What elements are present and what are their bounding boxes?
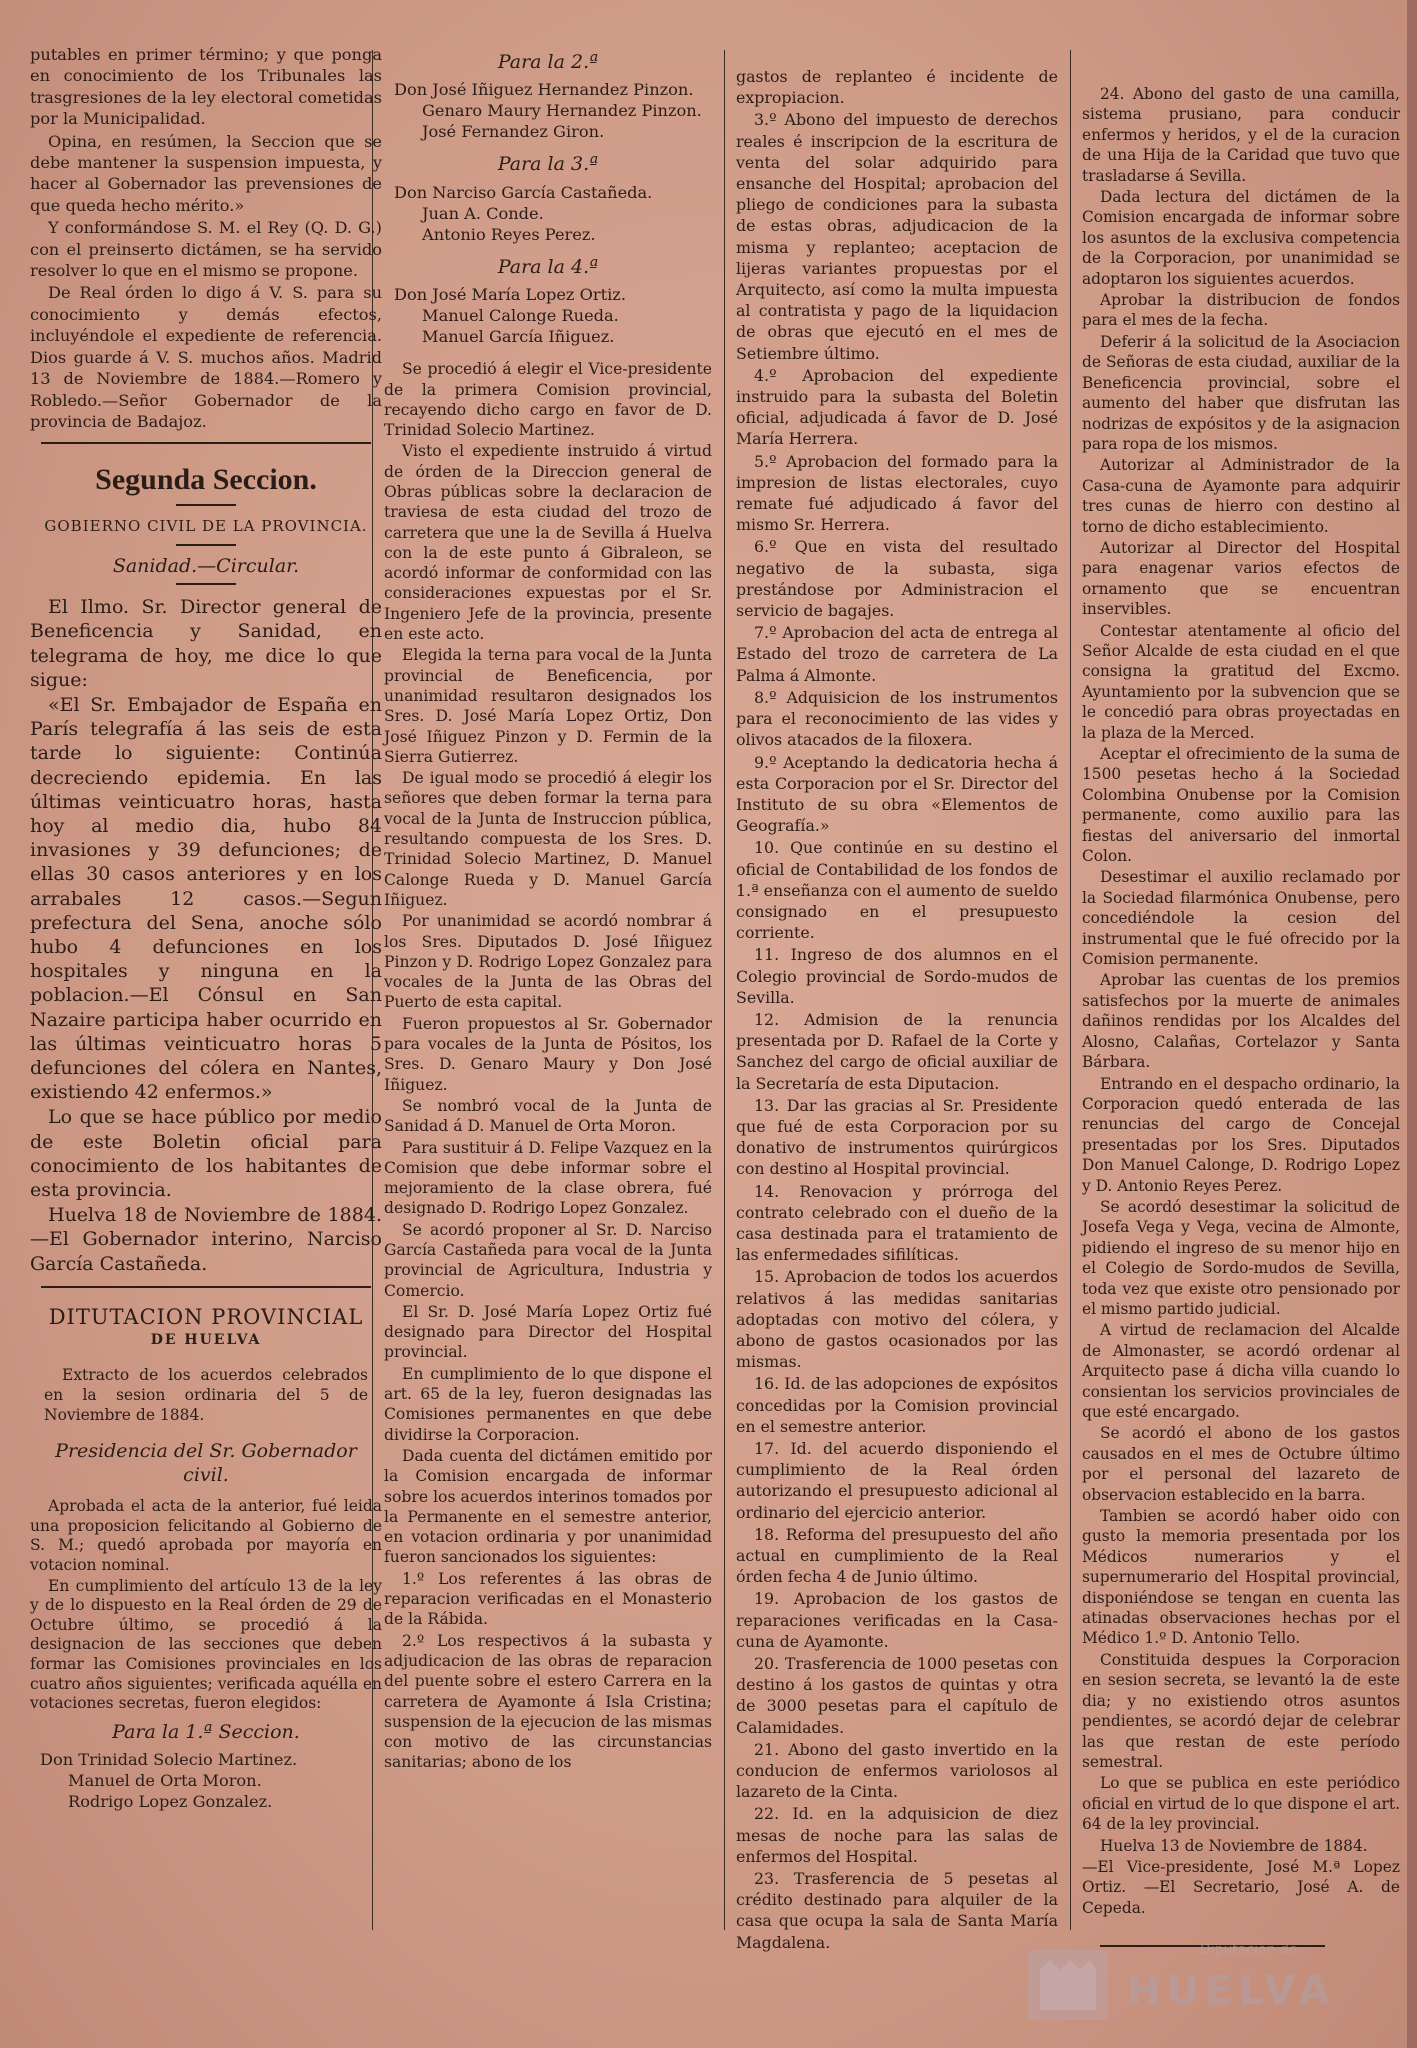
- paragraph: Aprobada el acta de la anterior, fué leida una proposicion felicitando al Gobierno de S. M.; quedó aprobada por mayoría en votacion nominal.: [30, 1497, 382, 1574]
- paragraph: Deferir á la solicitud de la Asociacion de Señoras de esta ciudad, auxiliar de la Beneficencia provincial, sobre el aumento del haber que disfrutan las nodrizas de expósitos y de la asignacion para ropa de los mismos.: [1082, 332, 1400, 453]
- name-line: Don José María Lopez Ortiz.: [394, 285, 626, 305]
- paragraph: 8.º Adquisicion de los instrumentos para el reconocimiento de las vides y olivos atacados de la filoxera.: [736, 687, 1058, 750]
- para-3-heading: Para la 3.ª: [497, 153, 599, 176]
- paragraph: Aprobar las cuentas de los premios satisfechos por la muerte de animales dañinos rendidas por los Alcaldes del Alosno, Calañas, Cortelazor y Santa Bárbara.: [1082, 971, 1400, 1072]
- divider: [176, 504, 236, 506]
- watermark-tower-icon: [1040, 1960, 1096, 2010]
- gobierno-heading: GOBIERNO CIVIL DE LA PROVINCIA.: [44, 517, 368, 536]
- paragraph: 7.º Aprobacion del acta de entrega al Estado del trozo de carretera de La Palma á Almonte.: [736, 623, 1058, 685]
- page-edge: [1407, 0, 1417, 2048]
- paragraph: «El Sr. Embajador de España en París telegrafía á las seis de esta tarde lo siguiente: Continúa decreciendo epidemia. En las últimas veinticuatro horas, hasta hoy al medio dia, hubo 84 invasiones y 39 defunciones; de ellas 30 casos anteriores y en los arrabales 12 casos.—Segun prefectura del Sena, anoche sólo hubo 4 defunciones en los hospitales y ninguna en la poblacion.—El Cónsul en San Nazaire participa haber ocurrido en las últimas veinticuatro horas 5 defunciones del cólera en Nantes, existiendo 42 enfermos.»: [30, 693, 382, 1104]
- name-line: Manuel García Iñiguez.: [422, 327, 615, 347]
- para-4-heading: Para la 4.ª: [497, 255, 599, 278]
- paragraph: A virtud de reclamacion del Alcalde de Almonaster, se acordó ordenar al Arquitecto pase á dicha villa cuando lo consientan los servicios provinciales de que esté encargado.: [1082, 1321, 1400, 1421]
- presidencia-heading: Presidencia del Sr. Gobernador civil.: [55, 1440, 357, 1487]
- name-line: Rodrigo Lopez Gonzalez.: [68, 1792, 273, 1812]
- paragraph: 11. Ingreso de dos alumnos en el Colegio provincial de Sordo-mudos de Sevilla.: [736, 945, 1058, 1007]
- paragraph: 1.º Los referentes á las obras de reparacion verificadas en el Monasterio de la Rábida.: [384, 1569, 712, 1629]
- paragraph: El Sr. D. José María Lopez Ortiz fué designado para Director del Hospital provincial.: [384, 1302, 712, 1362]
- paragraph: 21. Abono del gasto invertido en la conducion de enfermos variolosos al lazareto de la Cinta.: [736, 1739, 1058, 1802]
- paragraph: Fueron propuestos al Sr. Gobernador para vocales de la Junta de Pósitos, los Sres. D. Genaro Maury y Don José Iñiguez.: [384, 1014, 712, 1094]
- watermark-text: HUELVA: [1127, 1968, 1336, 2014]
- name-line: Juan A. Conde.: [422, 203, 544, 223]
- paragraph: 6.º Que en vista del resultado negativo de la subasta, siga prestándose por Administracion el servicio de bagajes.: [736, 537, 1058, 621]
- paragraph: Lo que se publica en este periódico oficial en virtud de lo que dispone el art. 64 de la ley provincial.: [1082, 1774, 1400, 1834]
- signature: —El Vice-presidente, José M.ª Lopez Ortiz. —El Secretario, José A. de Cepeda.: [1082, 1857, 1400, 1917]
- paragraph: 2.º Los respectivos á la subasta y adjudicacion de las obras de reparacion del puente sobre el estero Carrera en la carretera de Ayamonte á Isla Cristina; suspension de la ejecucion de las mismas con motivo de las circunstancias sanitarias; abono de los: [384, 1631, 712, 1772]
- paragraph: Desestimar el auxilio reclamado por la Sociedad filarmónica Onubense, pero concediéndole la cesion del instrumental que le fué ofrecido por la Comision permanente.: [1082, 868, 1400, 969]
- divider: [41, 442, 371, 444]
- column-3: [736, 66, 1058, 1954]
- paragraph: Contestar atentamente al oficio del Señor Alcalde de esta ciudad en el que consigna la gratitud del Excmo. Ayuntamiento por la subvencion que se le concedió para obras proyectadas en la plaza de la Merced.: [1082, 621, 1400, 742]
- paragraph: 4.º Aprobacion del expediente instruido para la subasta del Boletin oficial, adjudicada á favor de D. José María Herrera.: [736, 365, 1058, 449]
- paragraph: Visto el expediente instruido á virtud de órden de la Direccion general de Obras públicas sobre la declaracion de traviesa de esta ciudad del trozo de carretera que une la de Sevilla á Huelva con la de este punto á Gibraleon, se acordó informar de conformidad con las consideraciones expuestas por el Sr. Ingeniero Jefe de la provincia, presente en este acto.: [384, 442, 712, 644]
- name-line: Don Narciso García Castañeda.: [394, 182, 653, 202]
- name-line: Antonio Reyes Perez.: [422, 224, 596, 244]
- paragraph: Se procedió á elegir el Vice-presidente de la primera Comision provincial, recayendo dicho cargo en favor de D. Trinidad Solecio Martinez.: [384, 360, 712, 440]
- section-title: Segunda Seccion.: [95, 463, 317, 497]
- paragraph: Lo que se hace público por medio de este Boletin oficial para conocimiento de los habitantes de esta provincia.: [30, 1106, 382, 1201]
- paragraph: Elegida la terna para vocal de la Junta provincial de Beneficencia, por unanimidad resultaron designados los Sres. D. José María Lopez Ortiz, Don José Iñiguez Pinzon y D. Fermin de la Sierra Gutierrez.: [384, 646, 712, 766]
- sanidad-heading: Sanidad.—Circular.: [112, 554, 300, 577]
- name-line: Manuel Calonge Rueda.: [422, 306, 619, 326]
- paragraph: Huelva 18 de Noviembre de 1884.—El Gobernador interino, Narciso García Castañeda.: [30, 1204, 382, 1275]
- name-line: Don José Iñiguez Hernandez Pinzon.: [394, 80, 694, 100]
- paragraph: Aceptar el ofrecimiento de la suma de 1500 pesetas hecho á la Sociedad Colombina Onubense por la Comision permanente, como auxilio para las fiestas del aniversario del inmortal Colon.: [1082, 745, 1400, 866]
- divider: [176, 544, 236, 546]
- paragraph: 10. Que continúe en su destino el oficial de Contabilidad de los fondos de 1.ª enseñanza con el aumento de sueldo consignado en el presupuesto corriente.: [736, 838, 1058, 943]
- paragraph: 17. Id. del acuerdo disponiendo el cumplimiento de la Real órden autorizando el presupuesto adicional al ordinario del ejercicio anterior.: [736, 1439, 1058, 1522]
- paragraph: De igual modo se procedió á elegir los señores que deben formar la terna para vocal de la Junta de Instruccion pública, resultando compuesta de los Sres. D. Trinidad Solecio Martinez, D. Manuel Calonge Rueda y D. Manuel García Iñiguez.: [384, 769, 712, 909]
- paragraph: 13. Dar las gracias al Sr. Presidente que fué de esta Corporacion por su donativo de instrumentos quirúrgicos con destino al Hospital provincial.: [736, 1095, 1058, 1179]
- paragraph: El Ilmo. Sr. Director general de Beneficencia y Sanidad, en telegrama de hoy, me dice lo que sigue:: [30, 596, 382, 691]
- paragraph: Se acordó proponer al Sr. D. Narciso García Castañeda para vocal de la Junta provincial de Agricultura, Industria y Comercio.: [384, 1220, 712, 1300]
- column-4: [1082, 84, 1400, 1919]
- paragraph: Entrando en el despacho ordinario, la Corporacion quedó enterada de las renuncias del cargo de Concejal presentadas por los Sres. Diputados Don Manuel Calonge, D. Rodrigo Lopez y D. Antonio Reyes Perez.: [1082, 1074, 1400, 1195]
- paragraph: 15. Aprobacion de todos los acuerdos relativos á las medidas sanitarias adoptadas con motivo del cólera, y abono de gastos ocasionados por las mismas.: [736, 1267, 1058, 1372]
- paragraph: Constituida despues la Corporacion en sesion secreta, se levantó la de este dia; y no existiendo otros asuntos pendientes, se acordó dejar de celebrar las que restan de este período semestral.: [1082, 1650, 1400, 1771]
- watermark-subtext: Diputación de: [1200, 1942, 1298, 1958]
- column-rule: [724, 50, 725, 1930]
- paragraph: 5.º Aprobacion del formado para la impresion de listas electorales, cuyo remate fué adjudicado á favor del mismo Sr. Herrera.: [736, 451, 1058, 535]
- paragraph: 9.º Aceptando la dedicatoria hecha á esta Corporacion por el Sr. Director del Instituto de su obra «Elementos de Geografía.»: [736, 752, 1058, 836]
- paragraph: Opina, en resúmen, la Seccion que se debe mantener la suspension impuesta, y hacer al Gobernador las prevensiones de que queda hecho mérito.»: [30, 131, 382, 215]
- column-1: [30, 44, 382, 1824]
- paragraph: 18. Reforma del presupuesto del año actual en cumplimiento de la Real órden fecha 4 de Junio último.: [736, 1524, 1058, 1587]
- paragraph: 12. Admision de la renuncia presentada por D. Rafael de la Corte y Sanchez del cargo de oficial auxiliar de la Secretaría de esta Diputacion.: [736, 1009, 1058, 1093]
- paragraph: De Real órden lo digo á V. S. para su conocimiento y demás efectos, incluyéndole el expediente de referencia. Dios guarde á V. S. muchos años. Madrid 13 de Noviembre de 1884.—Romero y Robledo.—Señor Gobernador de la provincia de Badajoz.: [30, 283, 382, 431]
- para-2-heading: Para la 2.ª: [497, 51, 599, 73]
- paragraph: En cumplimiento del artículo 13 de la ley y de lo dispuesto en la Real órden de 29 de Octubre último, se procedió á la designacion de las secciones que deben formar las Comisiones provinciales en los cuatro años siguientes; verificada aquélla en votaciones secretas, fueron elegidos:: [30, 1576, 382, 1713]
- name-line: José Fernandez Giron.: [422, 122, 605, 142]
- column-rule: [1070, 50, 1071, 1930]
- paragraph: 19. Aprobacion de los gastos de reparaciones verificadas en la Casa-cuna de Ayamonte.: [736, 1589, 1058, 1651]
- paragraph: Aprobar la distribucion de fondos para el mes de la fecha.: [1082, 291, 1400, 330]
- paragraph: En cumplimiento de lo que dispone el art. 65 de la ley, fueron designadas las Comisiones permanentes en que debe dividirse la Corporacion.: [384, 1364, 712, 1444]
- paragraph: 22. Id. en la adquisicion de diez mesas de noche para las salas de enfermos del Hospital.: [736, 1804, 1058, 1866]
- divider: [41, 1286, 371, 1288]
- diputacion-heading: DITUTACION PROVINCIAL: [48, 1304, 364, 1329]
- column-2: [384, 44, 712, 1774]
- paragraph: gastos de replanteo é incidente de expropiacion.: [736, 67, 1058, 108]
- paragraph: putables en primer término; y que ponga en conocimiento de los Tribunales las trasgresiones de la ley electoral cometidas por la Municipalidad.: [30, 45, 382, 129]
- paragraph: Para sustituir á D. Felipe Vazquez en la Comision que debe informar sobre el mejoramiento de la clase obrera, fué designado D. Rodrigo Lopez Gonzalez.: [384, 1138, 712, 1218]
- paragraph: Tambien se acordó haber oido con gusto la memoria presentada por los Médicos numerarios y el supernumerario del Hospital provincial, disponiéndose se tengan en cuenta las atinadas observaciones hechas por el Médico 1.º D. Antonio Tello.: [1082, 1507, 1400, 1648]
- paragraph: 23. Trasferencia de 5 pesetas al crédito destinado para alquiler de la casa que ocupa la sala de Santa María Magdalena.: [736, 1869, 1058, 1952]
- paragraph: Se acordó desestimar la solicitud de Josefa Vega y Vega, vecina de Almonte, pidiendo el ingreso de su menor hijo en el Colegio de Sordo-mudos de Sevilla, toda vez que existe otro pensionado por el mismo partido judicial.: [1082, 1197, 1400, 1318]
- divider: [176, 583, 236, 585]
- para-1-heading: Para la 1.ª Seccion.: [112, 1720, 300, 1743]
- name-line: Genaro Maury Hernandez Pinzon.: [422, 101, 702, 121]
- paragraph: Se acordó el abono de los gastos causados en el mes de Octubre último por el personal del lazareto de observacion establecido en la barra.: [1082, 1424, 1400, 1504]
- paragraph: Se nombró vocal de la Junta de Sanidad á D. Manuel de Orta Moron.: [384, 1096, 712, 1136]
- paragraph: 14. Renovacion y prórroga del contrato celebrado con el dueño de la casa destinada para el tratamiento de las enfermedades sifilíticas.: [736, 1181, 1058, 1265]
- paragraph: 20. Trasferencia de 1000 pesetas con destino á los gastos de quintas y otra de 3000 pesetas para el capítulo de Calamidades.: [736, 1654, 1058, 1737]
- paragraph: Autorizar al Director del Hospital para enagenar varios efectos de ornamento que se encuentran inservibles.: [1082, 538, 1400, 619]
- name-line: Don Trinidad Solecio Martinez.: [40, 1750, 298, 1770]
- de-huelva-heading: DE HUELVA: [150, 1331, 262, 1348]
- paragraph: 3.º Abono del impuesto de derechos reales é inscripcion de la escritura de venta del solar adquirido para ensanche del Hospital; aprobacion del pliego de condiciones para la subasta de estas obras, adjudicacion de la misma y replanteo; aceptacion de lijeras variantes propuestas por el Arquitecto, así como la multa impuesta al contratista y pago de la liquidacion de obras que ejecutó en el mes de Setiembre último.: [736, 110, 1058, 363]
- paragraph: 16. Id. de las adopciones de expósitos concedidas por la Comision provincial en el semestre anterior.: [736, 1374, 1058, 1436]
- paragraph: Dada lectura del dictámen de la Comision encargada de informar sobre los asuntos de la exclusiva competencia de la Corporacion, por unanimidad se adoptaron los siguientes acuerdos.: [1082, 188, 1400, 288]
- date-line: Huelva 13 de Noviembre de 1884.: [1100, 1836, 1368, 1855]
- paragraph: Autorizar al Administrador de la Casa-cuna de Ayamonte para adquirir tres cunas de hierro con destino al torno de dicho establecimiento.: [1082, 456, 1400, 536]
- name-line: Manuel de Orta Moron.: [68, 1771, 262, 1791]
- extracto: Extracto de los acuerdos celebrados en la sesion ordinaria del 5 de Noviembre de 1884.: [44, 1366, 368, 1425]
- paragraph: Dada cuenta del dictámen emitido por la Comision encargada de informar sobre los acuerdos interinos tomados por la Permanente en el semestre anterior, en votacion ordinaria y por unanimidad fueron sancionados los siguientes:: [384, 1446, 712, 1567]
- paragraph: Por unanimidad se acordó nombrar á los Sres. Diputados D. José Iñiguez Pinzon y D. Rodrigo Lopez Gonzalez para vocales de la Junta de las Obras del Puerto de esta capital.: [384, 912, 712, 1012]
- paragraph: Y conformándose S. M. el Rey (Q. D. G.) con el preinserto dictámen, se ha servido resolver lo que en el mismo se propone.: [30, 218, 382, 281]
- paragraph: 24. Abono del gasto de una camilla, sistema prusiano, para conducir enfermos y heridos, y el de la curacion de una Hija de la Caridad que tuvo que trasladarse á Sevilla.: [1082, 85, 1400, 185]
